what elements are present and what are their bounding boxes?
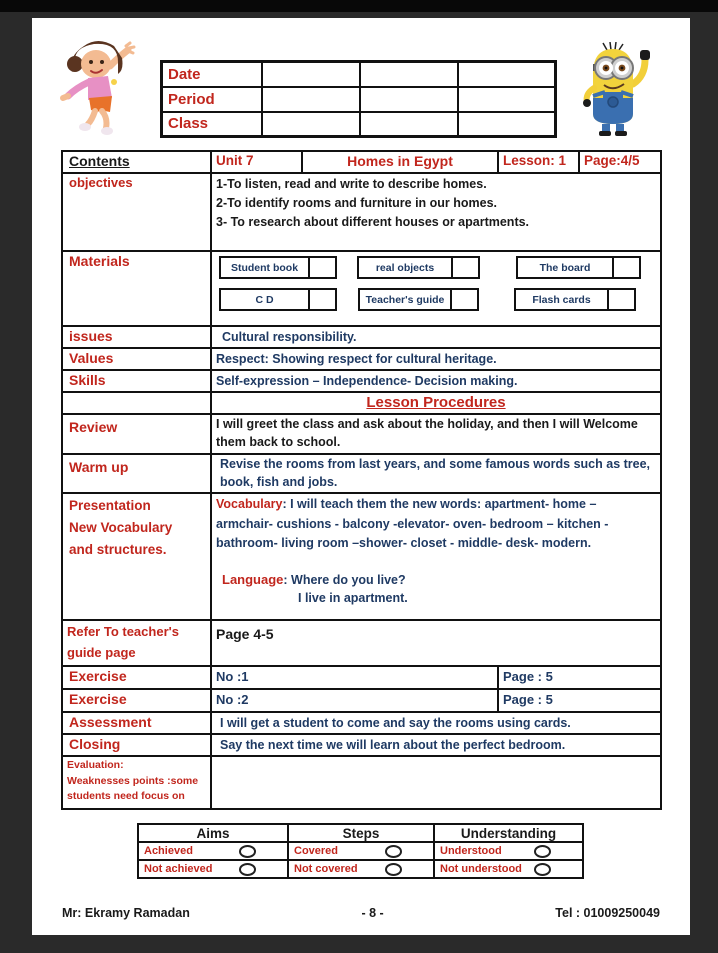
not-achieved-cell [138,860,288,878]
radio-circle [385,845,402,858]
material-label: The board [539,261,591,274]
radio-circle [534,863,551,876]
skills-content: Self-expression – Independence- Decision making. [211,370,661,392]
presentation-content [211,493,661,620]
objective-line: 2-To identify rooms and furniture in our homes. [216,195,498,210]
materials-content [211,251,661,326]
issues-content: Cultural responsibility. [211,326,661,348]
evaluation-row [62,756,661,809]
lesson-plan-table [61,150,662,810]
covered-cell [288,842,434,860]
empty-cell [360,87,458,112]
radio-circle [385,863,402,876]
date-period-class-table [160,60,557,138]
material-checkbox [450,290,477,309]
exercise-row-1 [62,666,661,689]
not-understood-label: Not understood [440,863,522,875]
evaluation-content-empty [211,756,661,809]
vocabulary-label: Vocabulary [216,497,283,512]
exercise-label: Exercise [62,689,211,712]
skills-row [62,370,661,392]
table-header-row [138,824,583,842]
table-row [162,112,556,137]
aims-header: Aims [138,824,288,842]
lesson-title: Homes in Egypt [302,151,498,173]
lesson-number: Lesson: 1 [498,151,579,173]
vocabulary-text: : I will teach them the new words: apartment- home – armchair- cushions - balcony -elevator- oven- bedroom – kitchen - bathroom- living room –shower- closet - middle- desk- modern. [216,497,609,551]
exercise-label: Exercise [62,666,211,689]
table-header-row [62,151,661,173]
evaluation-label [62,756,211,809]
language-question: : Where do you live? [283,572,406,587]
material-item [219,256,337,279]
radio-circle [239,845,256,858]
materials-boxes [216,253,656,323]
review-label: Review [62,414,211,454]
material-checkbox [612,258,639,277]
refer-row [62,620,661,666]
page-number: - 8 - [361,906,384,920]
steps-header: Steps [288,824,434,842]
issues-row [62,326,661,348]
table-row [162,87,556,112]
understood-label: Understood [440,845,502,857]
document-page [32,18,690,935]
radio-circle [534,845,551,858]
refer-content: Page 4-5 [211,620,661,666]
assessment-label: Assessment [62,712,211,734]
achieved-cell [138,842,288,860]
procedures-title-row [62,392,661,414]
contents-header: Contents [62,151,211,173]
material-item [514,288,636,311]
warm-up-label: Warm up [62,454,211,493]
date-label: Date [162,62,262,87]
refer-label: Refer To teacher's guide page [62,620,211,666]
materials-label: Materials [62,251,211,326]
material-item [357,256,480,279]
empty-cell [262,87,360,112]
material-item [219,288,337,311]
objectives-row [62,173,661,251]
presentation-label-line: Presentation [69,498,151,514]
presentation-label-line: New Vocabulary [69,519,173,535]
class-label: Class [162,112,262,137]
covered-label: Covered [294,845,339,857]
objective-line: 3- To research about different houses or apartments. [216,214,530,229]
not-achieved-label: Not achieved [144,863,213,875]
objectives-label: objectives [62,173,211,251]
materials-row [62,251,661,326]
presentation-row [62,493,661,620]
closing-row [62,734,661,756]
evaluation-label-line: Weaknesses points :some [67,774,199,787]
review-content: I will greet the class and ask about the holiday, and then I will Welcome them back to school. [211,414,661,454]
minion-cartoon-image [571,42,659,140]
exercise-page: Page : 5 [498,689,661,712]
period-label: Period [162,87,262,112]
material-label: Teacher's guide [365,293,445,306]
page-number-header: Page:4/5 [579,151,661,173]
exercise-row-2 [62,689,661,712]
exercise-page: Page : 5 [498,666,661,689]
material-label: Student book [230,261,299,274]
unit-header: Unit 7 [211,151,302,173]
radio-circle [239,863,256,876]
understanding-header: Understanding [434,824,583,842]
language-line [216,571,656,590]
material-item [516,256,641,279]
material-checkbox [607,290,634,309]
empty-cell [458,112,556,137]
objective-line: 1-To listen, read and write to describe homes. [216,177,487,191]
page-footer [62,906,660,920]
telephone: Tel : 01009250049 [555,906,660,920]
skills-label: Skills [62,370,211,392]
table-row [138,860,583,878]
empty-cell [262,62,360,87]
review-row [62,414,661,454]
understood-cell [434,842,583,860]
empty-cell [62,392,211,414]
empty-cell [458,62,556,87]
not-covered-label: Not covered [294,863,358,875]
empty-cell [458,87,556,112]
warm-up-content: Revise the rooms from last years, and some famous words such as tree, book, fish and jobs. [211,454,661,493]
empty-cell [360,112,458,137]
material-checkbox [308,258,335,277]
achieved-label: Achieved [144,845,193,857]
assessment-row [62,712,661,734]
material-checkbox [451,258,478,277]
values-row [62,348,661,370]
dora-cartoon-image [58,38,140,138]
teacher-name: Mr: Ekramy Ramadan [62,906,190,920]
material-checkbox [308,290,335,309]
table-row [162,62,556,87]
values-label: Values [62,348,211,370]
language-label: Language [222,571,284,587]
lesson-procedures-title: Lesson Procedures [211,392,661,414]
evaluation-label-line: Evaluation: [67,758,124,771]
closing-content: Say the next time we will learn about the perfect bedroom. [211,734,661,756]
material-label: Flash cards [532,293,591,306]
presentation-label-line: and structures. [69,541,167,557]
table-row [138,842,583,860]
presentation-label [62,493,211,620]
closing-label: Closing [62,734,211,756]
aims-steps-understanding-table [137,823,584,879]
material-label: C D [255,293,274,306]
assessment-content: I will get a student to come and say the rooms using cards. [211,712,661,734]
material-item [358,288,479,311]
vocabulary-paragraph [216,495,656,553]
language-answer: I live in apartment. [298,591,408,606]
exercise-number: No :1 [211,666,498,689]
exercise-number: No :2 [211,689,498,712]
material-label: real objects [375,261,435,274]
values-content: Respect: Showing respect for cultural heritage. [211,348,661,370]
empty-cell [262,112,360,137]
empty-cell [360,62,458,87]
not-understood-cell [434,860,583,878]
top-dark-strip [0,0,718,12]
objectives-content [211,173,661,251]
issues-label: issues [62,326,211,348]
evaluation-label-line: students need focus on [67,790,185,803]
warm-up-row [62,454,661,493]
not-covered-cell [288,860,434,878]
